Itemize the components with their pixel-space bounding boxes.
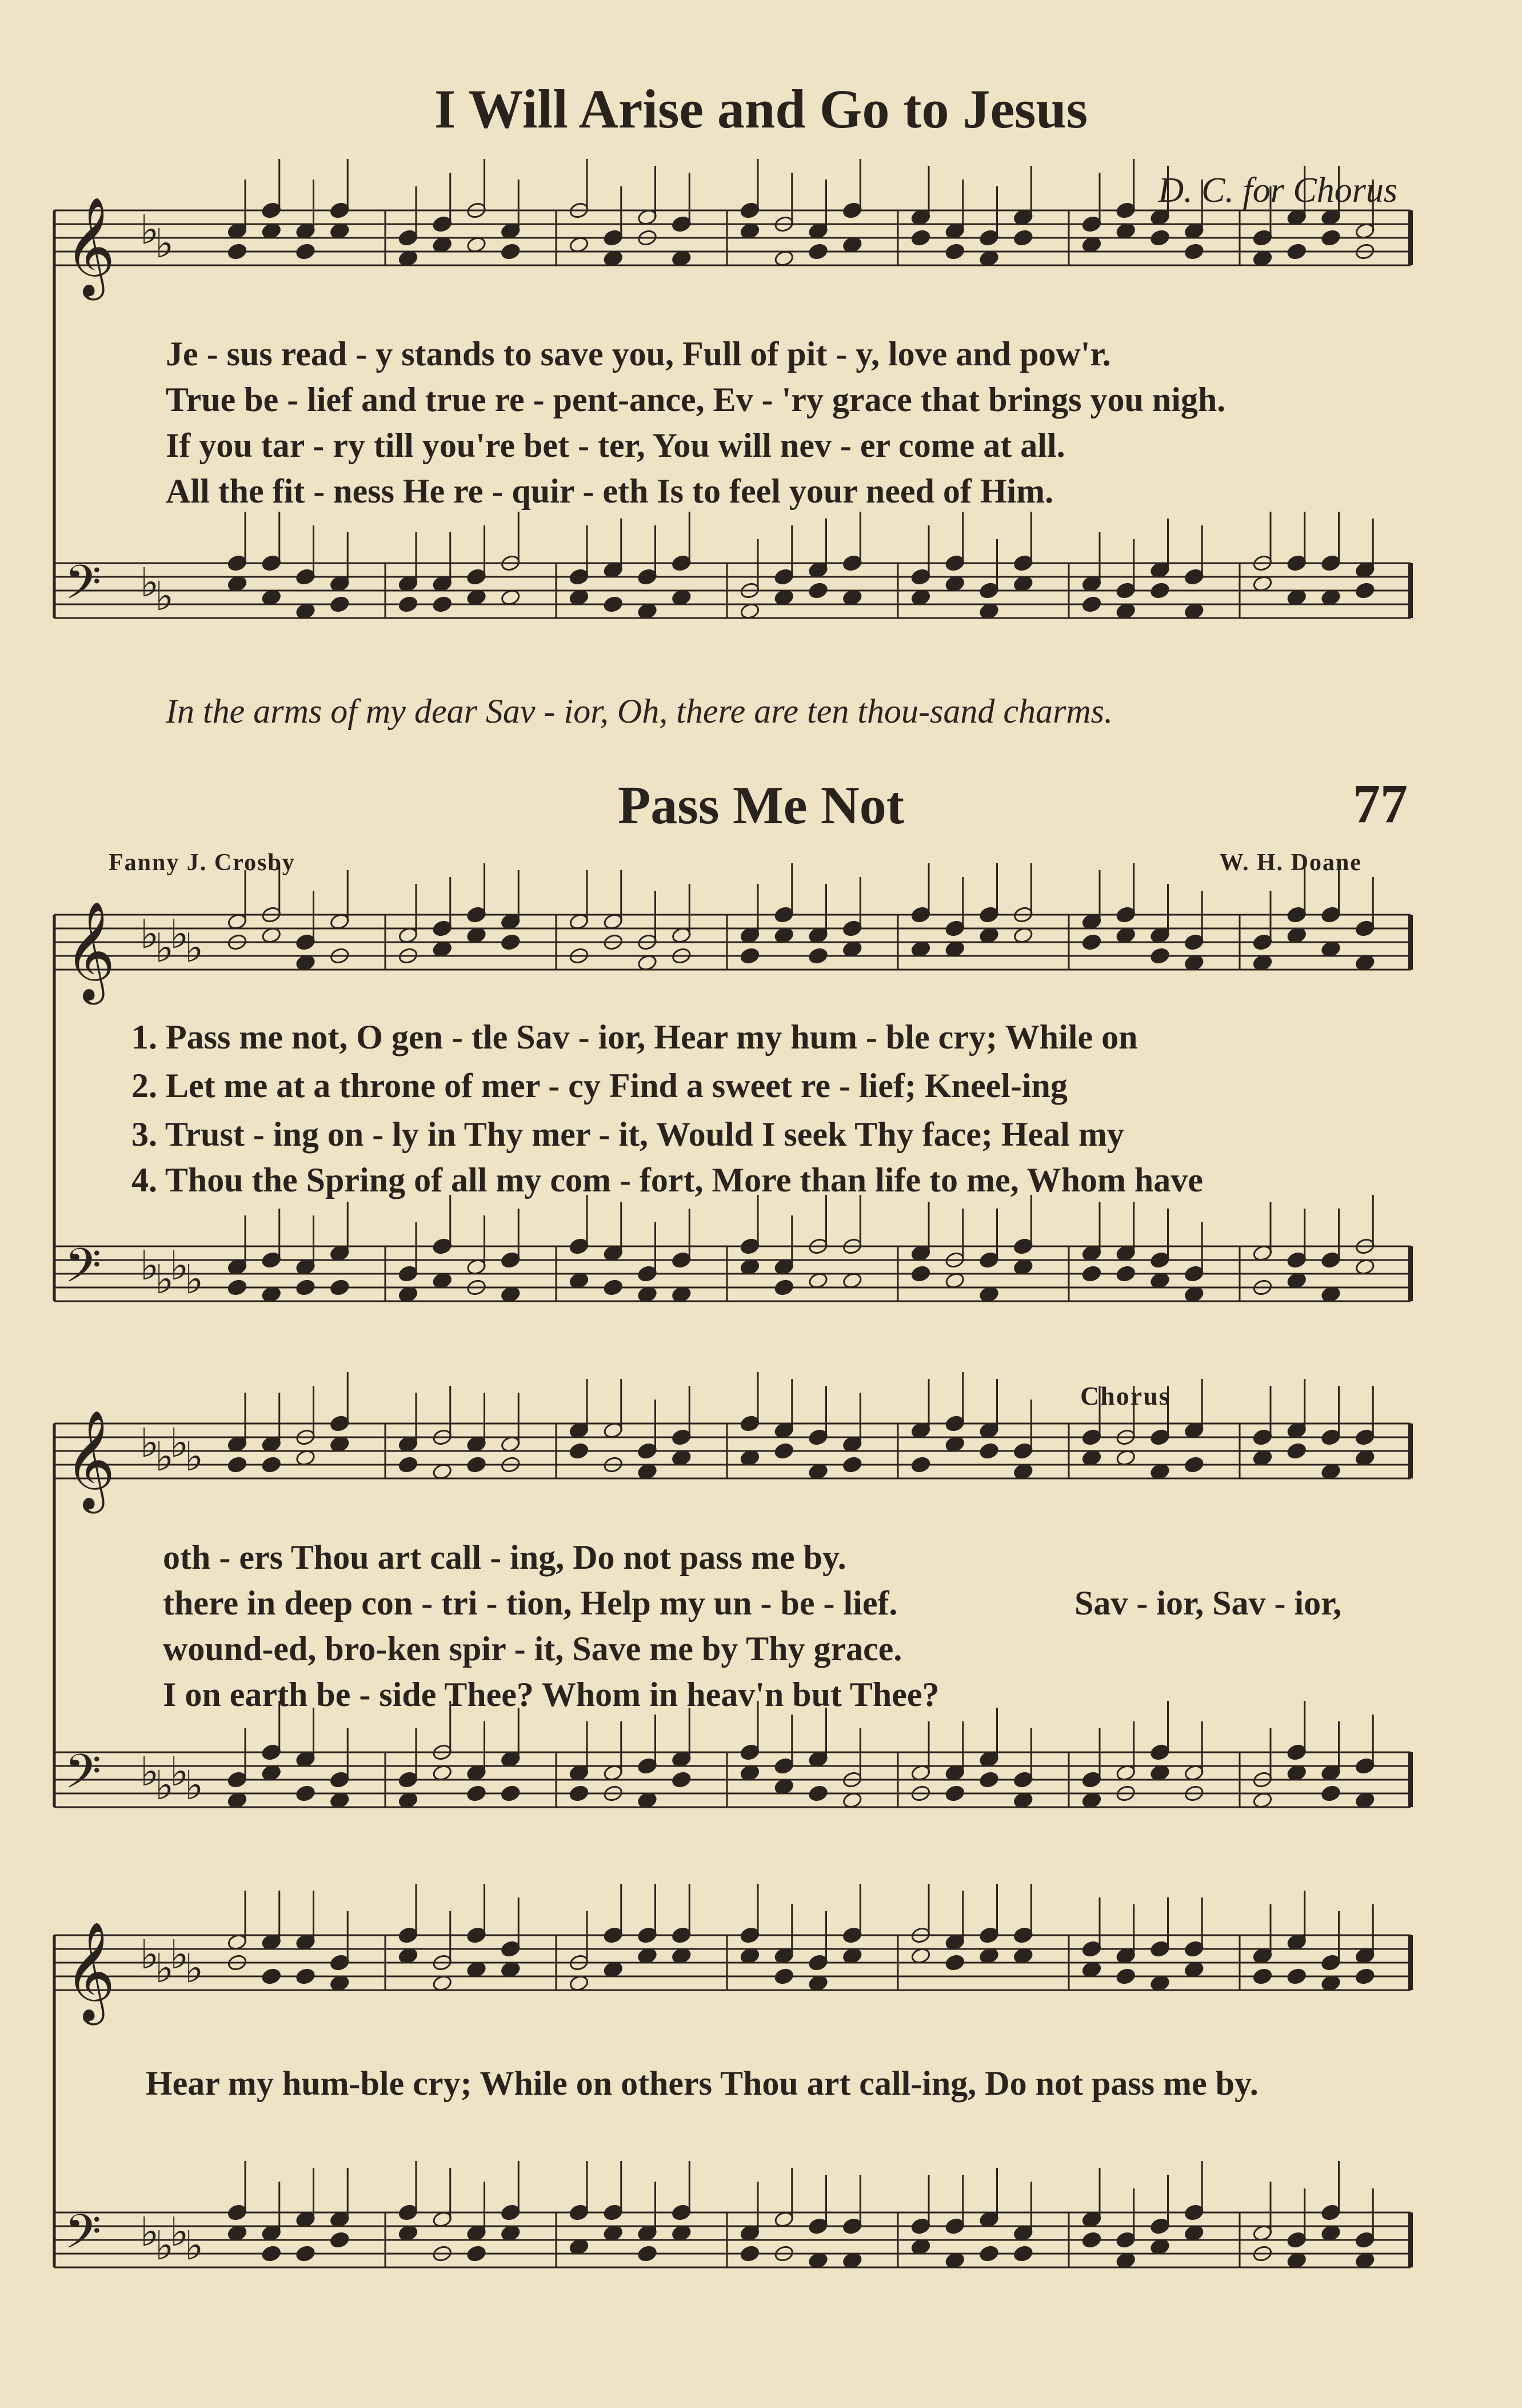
note-head: [1013, 229, 1033, 247]
note-head: [1150, 582, 1171, 600]
flat-icon: ♭: [185, 924, 204, 971]
note-head: [295, 1968, 316, 1986]
treble-clef-icon: 𝄞: [65, 1410, 115, 1509]
note-head: [603, 596, 624, 613]
flat-icon: ♭: [140, 1242, 159, 1289]
hymn2-lyricist: Fanny J. Crosby: [109, 850, 295, 876]
flat-icon: ♭: [170, 1242, 189, 1289]
note-head: [1081, 2231, 1102, 2249]
flat-icon: ♭: [185, 1256, 204, 1303]
flat-icon: ♭: [155, 1945, 174, 1992]
note-head: [1081, 1265, 1102, 1283]
note-head: [910, 229, 931, 247]
hymn2-title: Pass Me Not: [617, 776, 905, 835]
note-head: [808, 243, 829, 261]
bass-clef-icon: 𝄢: [65, 1238, 102, 1305]
note-head: [774, 1968, 794, 1986]
note-head: [1287, 1442, 1307, 1460]
note-head: [398, 596, 418, 613]
note-head: [569, 1785, 589, 1803]
note-head: [1355, 1968, 1375, 1986]
note-head: [1081, 934, 1102, 951]
note-head: [740, 947, 760, 965]
flat-icon: ♭: [185, 2222, 204, 2269]
flat-icon: ♭: [155, 573, 174, 620]
hymn2-number: 77: [1353, 773, 1408, 834]
note-head: [398, 1456, 418, 1474]
note-head: [1116, 1265, 1136, 1283]
note-head: [910, 1456, 931, 1474]
note-head: [979, 2245, 1000, 2263]
note-head: [329, 596, 350, 613]
note-head: [500, 1785, 521, 1803]
note-head: [808, 1785, 829, 1803]
flat-icon: ♭: [155, 924, 174, 971]
note-head: [261, 1456, 282, 1474]
flat-icon: ♭: [170, 1420, 189, 1466]
note-head: [432, 596, 453, 613]
note-head: [603, 1279, 624, 1297]
note-head: [808, 947, 829, 965]
note-head: [500, 934, 521, 951]
note-head: [227, 243, 247, 261]
note-head: [945, 243, 965, 261]
bass-clef-icon: 𝄢: [65, 1744, 102, 1811]
note-head: [329, 2231, 350, 2249]
note-head: [740, 2245, 760, 2263]
flat-icon: ♭: [170, 911, 189, 958]
flat-icon: ♭: [140, 559, 159, 606]
note-head: [1321, 1785, 1341, 1803]
bass-clef-icon: 𝄢: [65, 555, 102, 621]
flat-icon: ♭: [185, 1433, 204, 1480]
note-head: [945, 1785, 965, 1803]
bass-clef-icon: 𝄢: [65, 2204, 102, 2271]
hymn1-direction: D. C. for Chorus: [1158, 171, 1397, 210]
flat-icon: ♭: [170, 1748, 189, 1795]
note-head: [774, 1442, 794, 1460]
note-head: [808, 582, 829, 600]
flat-icon: ♭: [155, 220, 174, 267]
hymn2-composer: W. H. Doane: [1219, 850, 1362, 876]
flat-icon: ♭: [140, 1420, 159, 1466]
note-head: [295, 2245, 316, 2263]
note-head: [1287, 243, 1307, 261]
note-head: [1355, 582, 1375, 600]
note-head: [979, 1442, 1000, 1460]
flat-icon: ♭: [155, 1433, 174, 1480]
note-head: [1252, 1968, 1273, 1986]
hymnal-page: 𝄞 ♭ ♭ 𝄢 ♭ ♭ 𝄞 ♭ ♭ ♭ ♭ 𝄢 ♭ ♭ ♭ ♭ 𝄞 ♭ ♭ ♭ ♭ 𝄢 ♭ ♭ ♭ ♭ 𝄞 ♭ ♭ ♭ ♭ 𝄢 ♭ ♭ ♭ ♭ I Will Arise and Go to Jesus D. C. for Chorus Je - sus read - y stands to save you, Full of pit - y, love and pow'r. True be - lief and true re - pent-ance, Ev - 'ry grace that brings you nigh. If you tar - ry till you're bet - ter, You will nev - er come at all. All the fit - ness He re - quir - eth Is to feel your need of Him. In the arms of my dear Sav - ior, Oh, there are ten thou-sand charms. Pass Me Not 77 Fanny J. Crosby W. H. Doane 1. Pass me not, O gen - tle Sav - ior, Hear my hum - ble cry; While on 2. Let me at a throne of mer - cy Find a sweet re - lief; Kneel-ing 3. Trust - ing on - ly in Thy mer - it, Would I seek Thy face; Heal my 4. Thou the Spring of all my com - fort, More than life to me, Whom have Chorus oth - ers Thou art call - ing, Do not pass me by. there in deep con - tri - tion, Help my un - be - lief. Sav - ior, Sav - ior, wound-ed, bro-ken spir - it, Save me by Thy grace. I on earth be - side Thee? Whom in heav'n but Thee? Hear my hum-ble cry; While on others Thou art call-ing, Do not pass me by.: [0, 0, 1522, 2408]
flat-icon: ♭: [170, 2208, 189, 2255]
note-head: [261, 1968, 282, 1986]
note-head: [295, 1785, 316, 1803]
flat-icon: ♭: [155, 1256, 174, 1303]
note-head: [295, 243, 316, 261]
note-head: [1184, 1456, 1204, 1474]
note-head: [671, 1771, 692, 1789]
hymn1-title: I Will Arise and Go to Jesus: [434, 78, 1088, 139]
note-head: [227, 1456, 247, 1474]
flat-icon: ♭: [155, 2222, 174, 2269]
note-head: [1184, 243, 1204, 261]
flat-icon: ♭: [140, 1931, 159, 1978]
note-head: [329, 1279, 350, 1297]
note-head: [945, 1954, 965, 1972]
note-head: [1116, 1968, 1136, 1986]
flat-icon: ♭: [155, 1762, 174, 1809]
treble-clef-icon: 𝄞: [65, 901, 115, 1000]
note-head: [500, 243, 521, 261]
note-head: [637, 2245, 658, 2263]
flat-icon: ♭: [140, 911, 159, 958]
note-head: [842, 1456, 862, 1474]
flat-icon: ♭: [170, 1931, 189, 1978]
flat-icon: ♭: [185, 1762, 204, 1809]
note-head: [466, 1456, 487, 1474]
note-head: [1321, 229, 1341, 247]
note-head: [1150, 229, 1171, 247]
treble-clef-icon: 𝄞: [65, 197, 115, 296]
note-head: [910, 1265, 931, 1283]
flat-icon: ♭: [140, 2208, 159, 2255]
note-head: [466, 2245, 487, 2263]
hymn2-chorus-label: Chorus: [1080, 1381, 1171, 1410]
note-head: [774, 1279, 794, 1297]
note-head: [979, 1771, 1000, 1789]
treble-clef-icon: 𝄞: [65, 1921, 115, 2021]
flat-icon: ♭: [140, 206, 159, 253]
note-head: [261, 2245, 282, 2263]
note-head: [1081, 596, 1102, 613]
note-head: [1150, 947, 1171, 965]
note-head: [1287, 1968, 1307, 1986]
note-head: [295, 1279, 316, 1297]
note-head: [466, 1785, 487, 1803]
note-head: [569, 1442, 589, 1460]
flat-icon: ♭: [140, 1748, 159, 1795]
note-head: [1013, 2245, 1033, 2263]
note-head: [227, 1279, 247, 1297]
flat-icon: ♭: [185, 1945, 204, 1992]
